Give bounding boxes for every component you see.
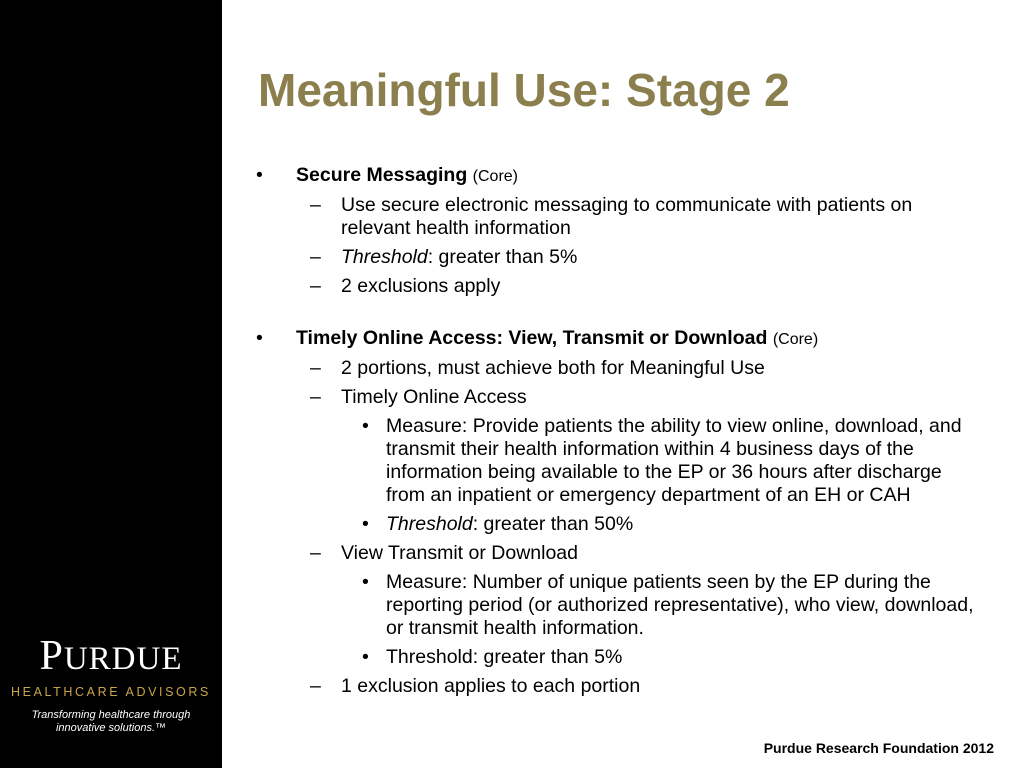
item-text: 1 exclusion applies to each portion: [341, 675, 641, 697]
sub-list-item: [256, 646, 986, 669]
dash-icon: –: [310, 194, 321, 216]
sub-list-item: [256, 415, 986, 507]
bullet-icon: •: [362, 513, 369, 535]
dash-icon: –: [310, 386, 321, 408]
list-item: [256, 542, 986, 565]
section-timely-online-access: [256, 327, 986, 351]
bullet-icon: •: [362, 415, 369, 437]
list-item: [256, 357, 986, 380]
threshold-label: Threshold: [386, 513, 473, 535]
footer-credit: Purdue Research Foundation 2012: [763, 740, 994, 756]
tagline-line-1: Transforming healthcare through: [31, 709, 191, 721]
list-item: [256, 386, 986, 409]
dash-icon: –: [310, 675, 321, 697]
list-item: [256, 275, 986, 298]
bullet-icon: •: [256, 164, 263, 186]
threshold-label: Threshold: [341, 246, 428, 268]
tagline-line-2: innovative solutions.™: [55, 722, 167, 734]
slide-title: Meaningful Use: Stage 2: [258, 64, 790, 116]
item-text: Measure: Number of unique patients seen by the EP during the reporting period (or authorized representative), who view, download, or transmit health information.: [386, 571, 974, 639]
section-heading: Secure Messaging: [296, 164, 468, 186]
list-item: [256, 194, 986, 240]
section-secure-messaging: [256, 164, 986, 188]
dash-icon: –: [310, 246, 321, 268]
item-text: Use secure electronic messaging to communicate with patients on relevant health information: [341, 194, 913, 239]
dash-icon: –: [310, 357, 321, 379]
dash-icon: –: [310, 275, 321, 297]
threshold-value: : greater than 50%: [472, 513, 634, 535]
sub-list-item: [256, 571, 986, 640]
section-tag: (Core): [472, 168, 518, 185]
item-text: View Transmit or Download: [341, 542, 578, 564]
sidebar: [0, 0, 222, 768]
item-text: 2 portions, must achieve both for Meaningful Use: [341, 357, 765, 379]
threshold-value: : greater than 5%: [427, 246, 578, 268]
bullet-icon: •: [256, 327, 263, 349]
item-text: Threshold: greater than 5%: [386, 646, 623, 668]
item-text: Measure: Provide patients the ability to view online, download, and transmit their health information within 4 business days of the information being available to the EP or 36 hours after discharge from an inpatient or emergency department of an EH or CAH: [386, 415, 962, 506]
dash-icon: –: [310, 542, 321, 564]
bullet-icon: •: [362, 646, 369, 668]
logo-subtitle: HEALTHCARE ADVISORS: [11, 685, 211, 699]
slide-content: [256, 158, 986, 698]
section-tag: (Core): [772, 331, 819, 348]
tagline: [0, 709, 222, 735]
sub-list-item: [256, 513, 986, 536]
item-text: 2 exclusions apply: [341, 275, 501, 297]
list-item: [256, 675, 986, 698]
section-heading: Timely Online Access: View, Transmit or Download: [296, 327, 768, 349]
purdue-logo: [0, 633, 222, 699]
item-text: Timely Online Access: [341, 386, 527, 408]
logo-wordmark: PURDUE: [39, 633, 183, 679]
bullet-icon: •: [362, 571, 369, 593]
list-item: [256, 246, 986, 269]
